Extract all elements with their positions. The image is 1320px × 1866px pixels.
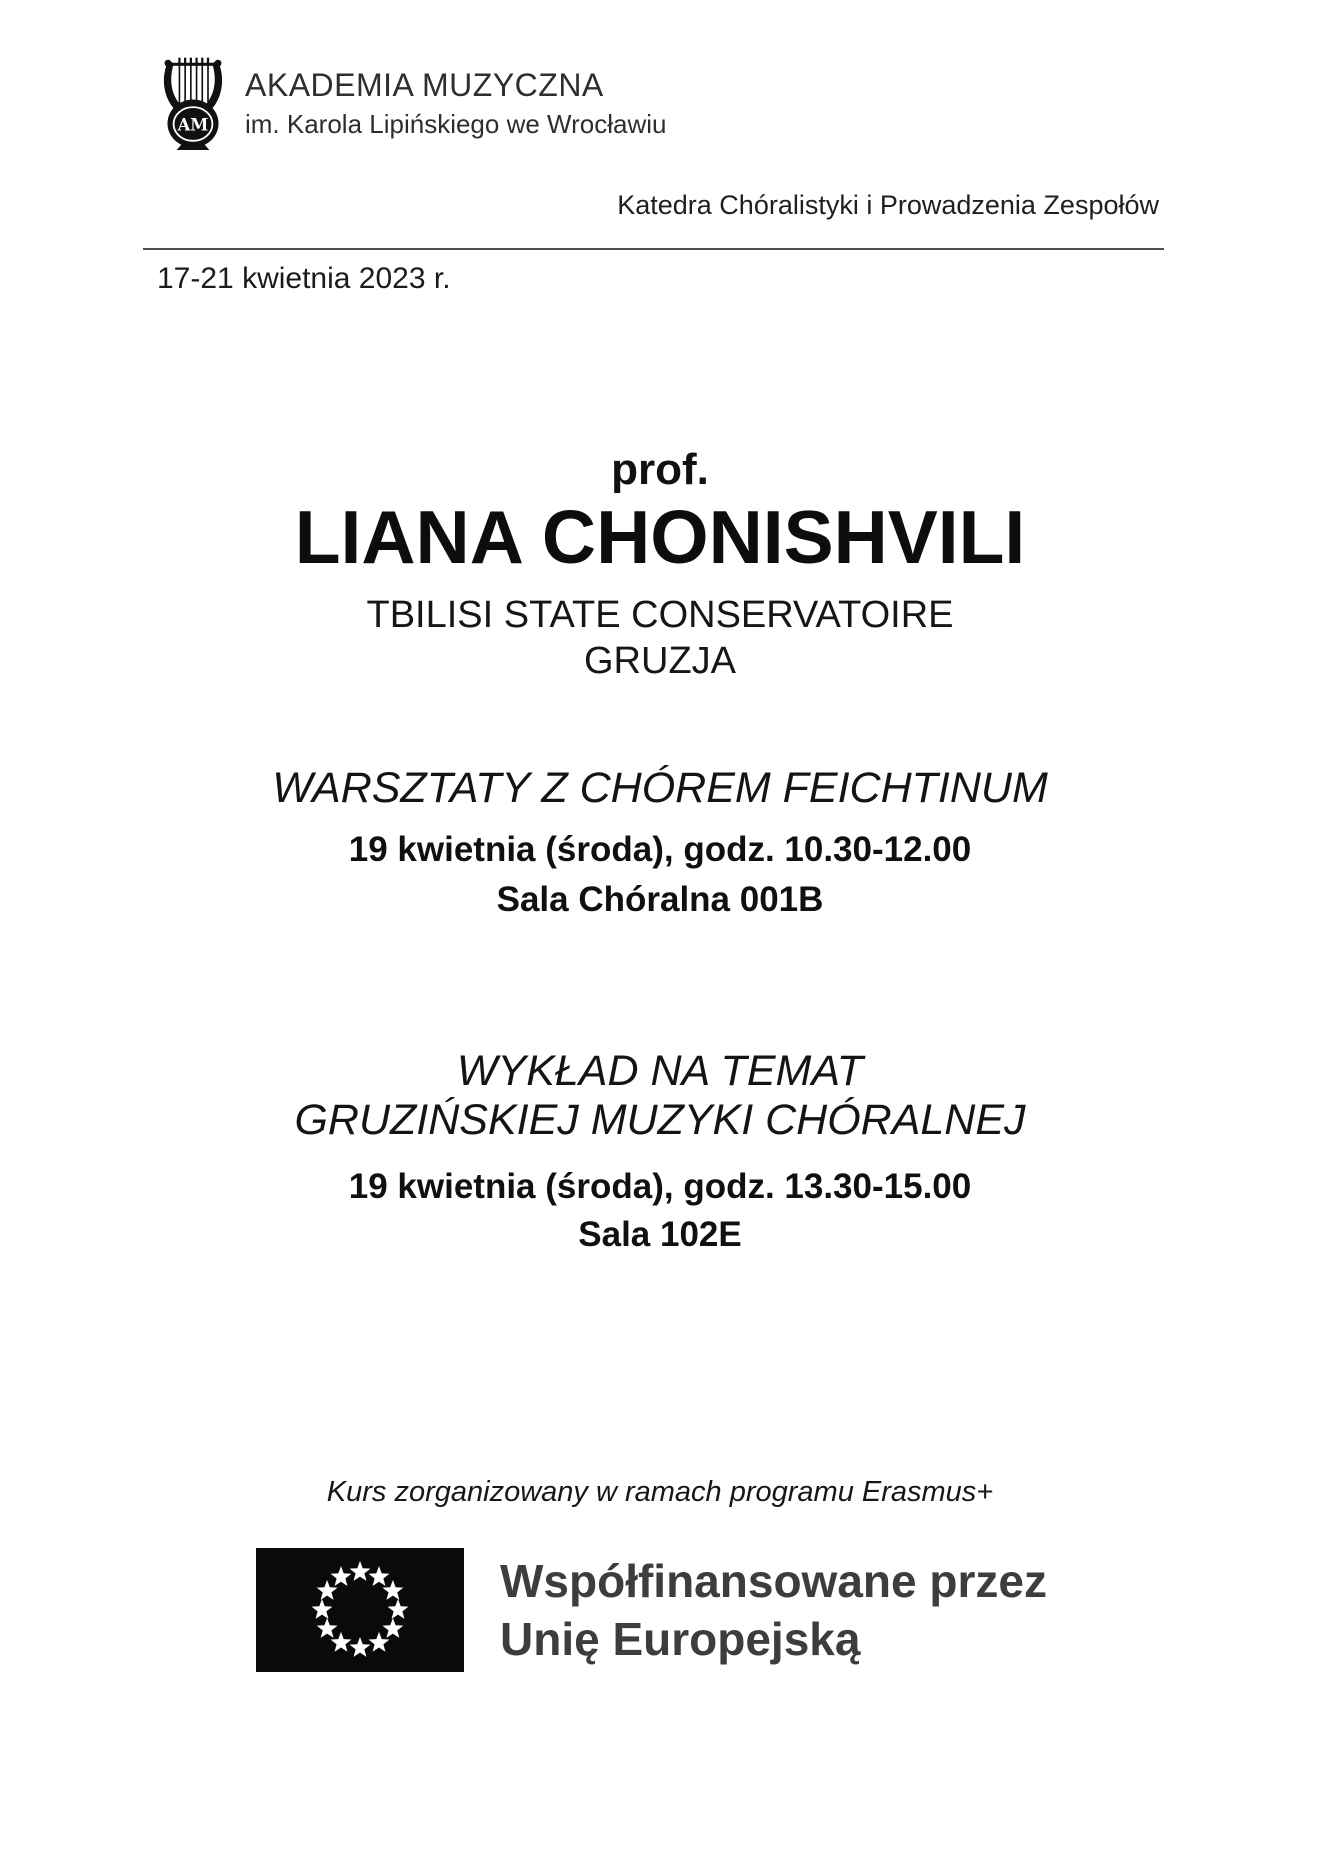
- lecture-datetime: 19 kwietnia (środa), godz. 13.30-15.00: [348, 1167, 972, 1206]
- eu-cofunded-line1: Współfinansowane przez: [500, 1555, 1047, 1607]
- erasmus-program-note: Kurs zorganizowany w ramach programu Erasmus+: [326, 1476, 994, 1508]
- lecture-title-line1: WYKŁAD NA TEMAT: [456, 1047, 864, 1095]
- presenter-title: prof.: [611, 445, 709, 494]
- lyre-icon: [157, 50, 229, 150]
- institution-country: GRUZJA: [584, 640, 736, 682]
- eu-flag-icon: [256, 1548, 464, 1672]
- lecture-title-line2: GRUZIŃSKIEJ MUZYKI CHÓRALNEJ: [294, 1096, 1026, 1144]
- presenter-name: LIANA CHONISHVILI: [294, 495, 1026, 579]
- lecture-location: Sala 102E: [578, 1215, 742, 1254]
- header-divider: [143, 248, 1164, 250]
- department-name: Katedra Chóralistyki i Prowadzenia Zespołów: [617, 190, 1159, 220]
- presenter-institution: [0, 592, 1320, 684]
- workshop-datetime: 19 kwietnia (środa), godz. 10.30-12.00: [348, 830, 972, 869]
- academy-logo: [157, 50, 666, 150]
- event-date-range: 17-21 kwietnia 2023 r.: [157, 262, 451, 295]
- institution-name: TBILISI STATE CONSERVATOIRE: [366, 594, 954, 636]
- workshop-title: WARSZTATY Z CHÓREM FEICHTINUM: [272, 764, 1048, 812]
- academy-name: AKADEMIA MUZYCZNA: [245, 67, 604, 103]
- logo-monogram: AM: [177, 115, 209, 135]
- eu-cofunded-line2: Unię Europejską: [500, 1613, 861, 1665]
- academy-patron: im. Karola Lipińskiego we Wrocławiu: [245, 109, 667, 140]
- workshop-location: Sala Chóralna 001B: [496, 880, 824, 919]
- eu-cofunded-label: [500, 1552, 1047, 1668]
- academy-logo-text: [245, 50, 666, 139]
